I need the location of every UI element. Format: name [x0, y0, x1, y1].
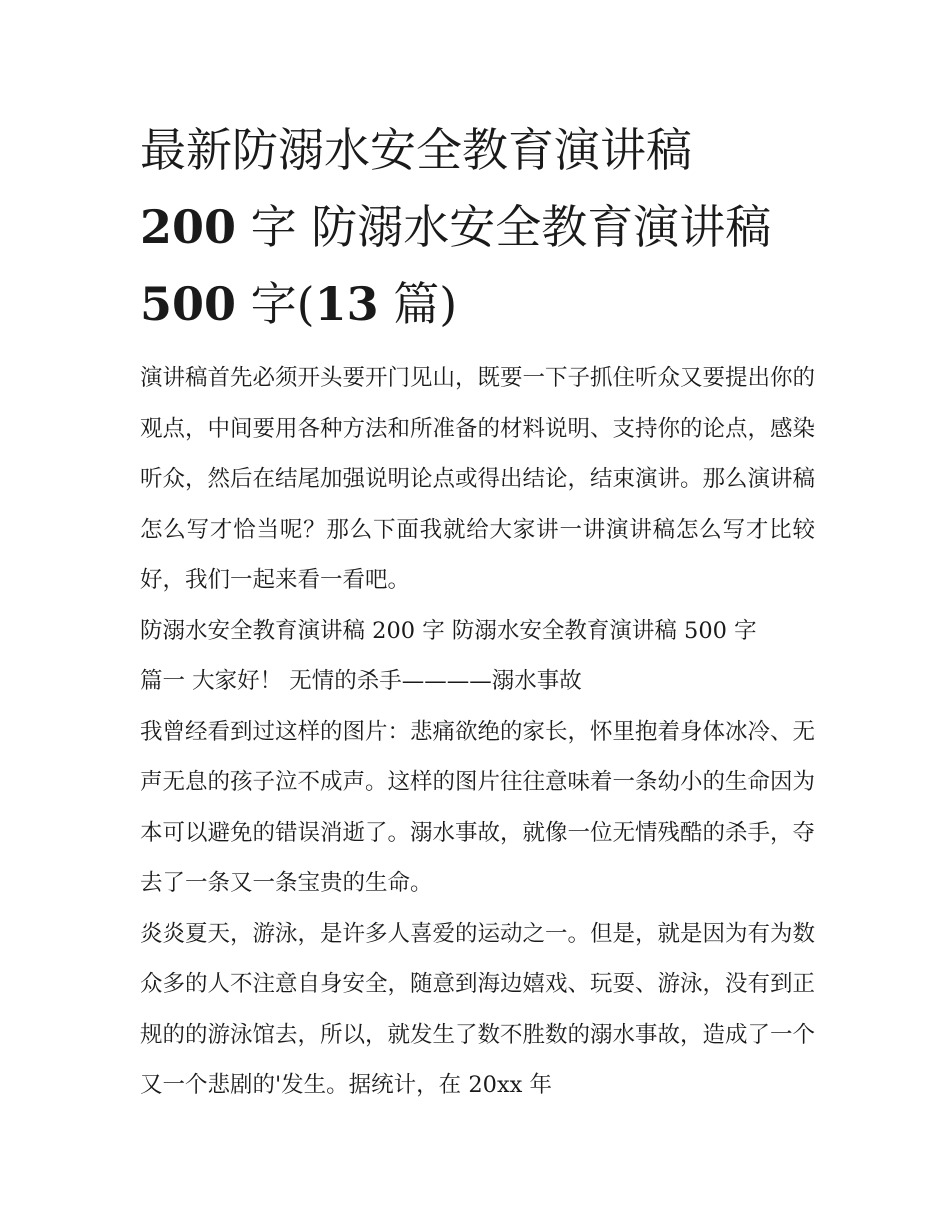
- title-text-3: 字(: [236, 277, 315, 331]
- document-title: [140, 112, 815, 343]
- title-text-4: 篇): [378, 277, 458, 331]
- title-text-2: 字 防溺水安全教育演讲稿: [236, 200, 772, 254]
- title-text-1: 最新防溺水安全教育演讲稿: [140, 123, 692, 177]
- intro-paragraph: 演讲稿首先必须开头要开门见山，既要一下子抓住听众又要提出你的观点，中间要用各种方法和所准备的材料说明、支持你的论点，感染听众，然后在结尾加强说明论点或得出结论，结束演讲。那么演讲稿怎么写才恰当呢？那么下面我就给大家讲一讲演讲稿怎么写才比较好，我们一起来看一看吧。: [140, 365, 816, 593]
- body-paragraph-2: 炎炎夏天，游泳，是许多人喜爱的运动之一。但是，就是因为有为数众多的人不注意自身安全，随意到海边嬉戏、玩耍、游泳，没有到正规的的游泳馆去，所以，就发生了数不胜数的溺水事故，造成了一个又一个悲剧的'发生。据统计，在 20xx 年: [140, 920, 816, 1098]
- document-body: [140, 112, 815, 1111]
- title-number-13: 13: [314, 277, 379, 331]
- body-paragraph-1: 我曾经看到过这样的图片：悲痛欲绝的家长，怀里抱着身体冰冷、无声无息的孩子泣不成声。这样的图片往往意味着一条幼小的生命因为本可以避免的错误消逝了。溺水事故，就像一位无情残酷的杀手，夺去了一条又一条宝贵的生命。: [140, 718, 816, 896]
- title-number-200: 200: [140, 200, 237, 254]
- subtitle-line: 防溺水安全教育演讲稿 200 字 防溺水安全教育演讲稿 500 字: [140, 617, 757, 644]
- title-number-500: 500: [140, 277, 237, 331]
- section-heading: 篇一 大家好！ 无情的杀手————溺水事故: [140, 668, 582, 694]
